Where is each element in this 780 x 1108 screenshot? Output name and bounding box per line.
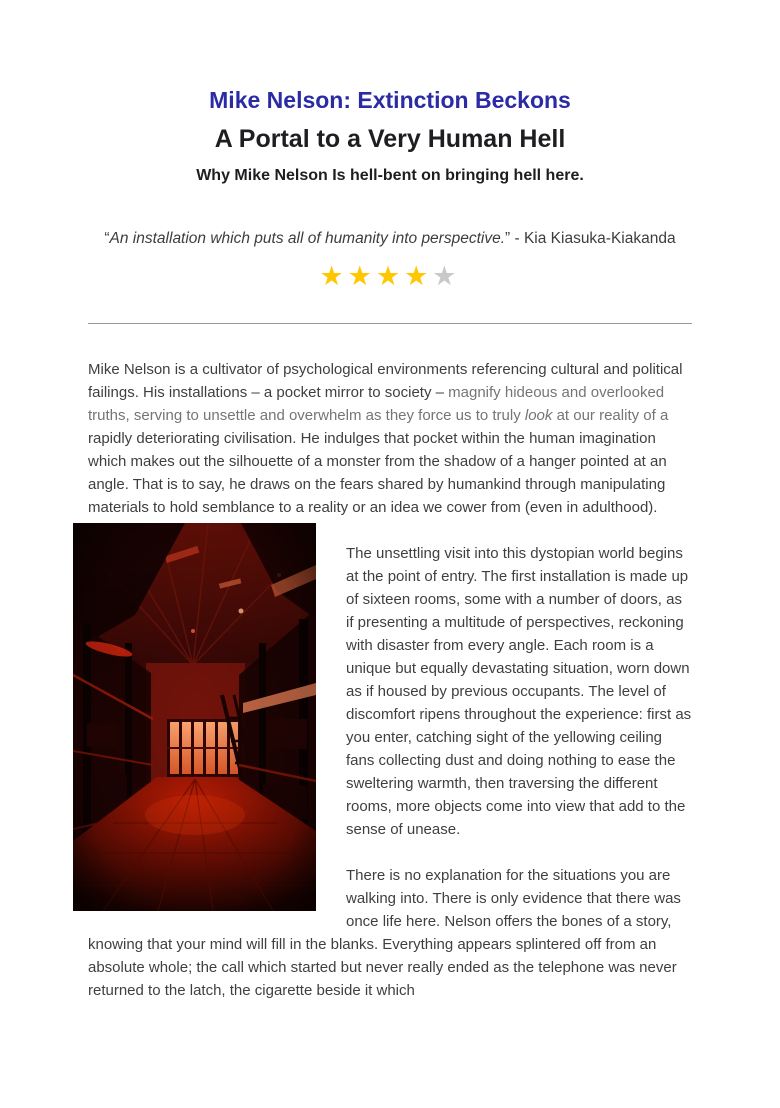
quote-open-mark: “ <box>104 229 110 247</box>
paragraph-visit: The unsettling visit into this dystopian world begins at the point of entry. The first installation is made up of sixteen rooms, some with a number of doors, as if presenting a multitude of perspectives, reckoning with disaster from every angle. Each room is a unique but equally devastating situation, worn down as if housed by previous occupants. The level of discomfort ripens throughout the experience: first as you enter, catching sight of the yellowing ceiling fans collecting dust and doing nothing to ease the sweltering warmth, then traversing the different rooms, more objects come into view that add to the sense of unease. <box>346 544 692 838</box>
filled-star-icon: ★★★★ <box>319 260 433 291</box>
section-divider <box>88 323 692 324</box>
intro-text-muted: magnify hideous and overlooked truths, serving to unsettle and overwhelm as they force us to truly <box>88 383 665 424</box>
installation-photo <box>73 523 316 911</box>
star-rating <box>88 260 692 291</box>
page-title: Mike Nelson: Extinction Beckons <box>209 87 571 113</box>
installation-photo-image <box>73 523 316 911</box>
quote-attribution: ” - Kia Kiasuka-Kiakanda <box>505 229 676 247</box>
paragraph-intro <box>88 358 692 519</box>
intro-text-dark: Mike Nelson is a cultivator of psychological environments referencing cultural and political failings. His installations – a pocket mirror to society – <box>88 360 683 401</box>
intro-text-muted-italic: look <box>524 406 553 424</box>
review-quote <box>88 230 692 248</box>
paragraph-explanation: There is no explanation for the situations you are walking into. There is only evidence that there was once life here. Nelson offers the bones of a story, knowing that your mind will fill in the blanks. Everything appears splintered off from an absolute whole; the call which started but never really ended as the telephone was never returned to the latch, the cigarette beside it which <box>88 866 681 999</box>
page-tagline: Why Mike Nelson Is hell-bent on bringing hell here. <box>196 166 584 184</box>
page-subtitle: A Portal to a Very Human Hell <box>214 125 566 154</box>
intro-text-dark-tail: rapidly deteriorating civilisation. He indulges that pocket within the human imagination which makes out the silhouette of a monster from the shadow of a hanger pointed at an angle. That is to say, he draws on the fears shared by humankind through manipulating materials to hold semblance to a reality or an idea we cower from (even in adulthood). <box>88 429 667 516</box>
empty-star-icon: ★ <box>432 260 461 291</box>
article-body <box>88 358 692 1002</box>
quote-text: An installation which puts all of humanity into perspective. <box>109 229 506 247</box>
intro-text-muted-tail: at our reality of a <box>552 406 669 424</box>
